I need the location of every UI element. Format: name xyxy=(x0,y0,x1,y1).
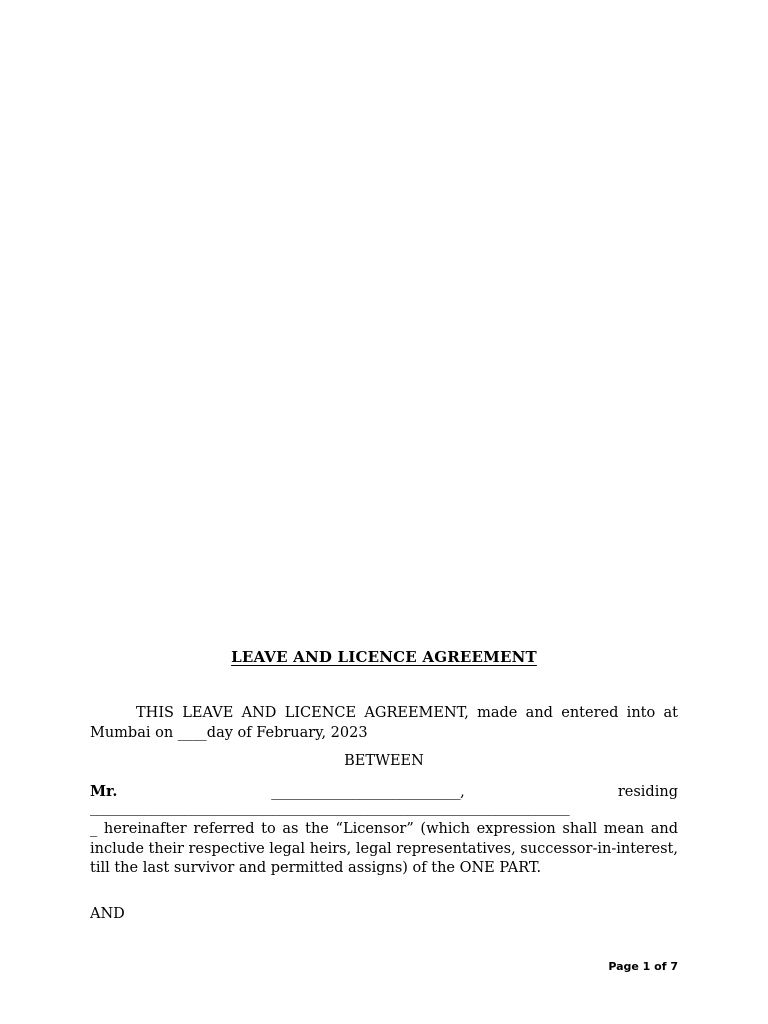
and-heading: AND xyxy=(90,906,125,922)
party-prefix: Mr. xyxy=(90,783,118,800)
address-blank-line: _______________________________________________________________________ xyxy=(90,800,570,816)
licensor-line xyxy=(90,783,678,800)
licensor-clause: _ hereinafter referred to as the “Licensor” (which expression shall mean and include their respective legal heirs, legal representatives, successor-in-interest, till the last survivor and permitted assigns) of the ONE PART. xyxy=(90,821,678,876)
document-title: LEAVE AND LICENCE AGREEMENT xyxy=(231,648,537,666)
party-residing: residing xyxy=(617,784,678,800)
party-name-blank: ____________________________, xyxy=(271,784,465,800)
page-number: Page 1 of 7 xyxy=(608,960,678,973)
intro-paragraph: THIS LEAVE AND LICENCE AGREEMENT, made and entered into at Mumbai on ____day of February, 2023 xyxy=(90,705,678,741)
between-heading: BETWEEN xyxy=(344,753,424,769)
